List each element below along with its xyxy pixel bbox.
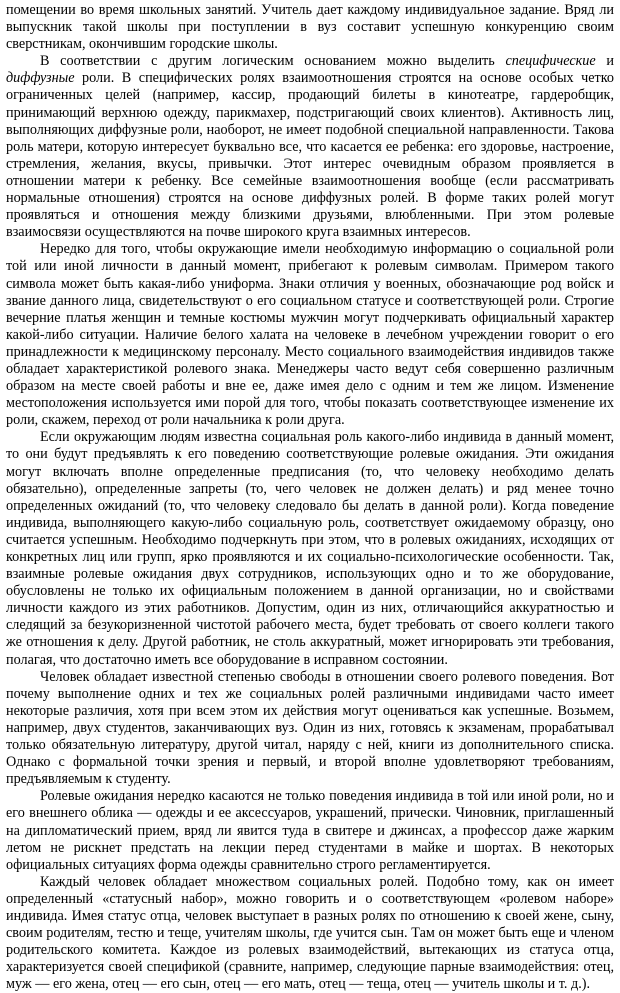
paragraph-7-text: Каждый человек обладает множеством социальных ролей. Подобно тому, как он имеет определенный «статусный набор», можно говорить и о соответствующем «ролевом наборе» индивида. Имея статус отца, человек выступает в разных ролях по отношению к своей жене, сыну, своим родителям, тестю и теще, учителям школы, где учится сын. Там он может быть еще и членом родительского комитета. Каждое из ролевых взаимодействий, вытекающих из статуса отца, характеризуется своей спецификой (сравните, например, следующие парные взаимодействия: отец, муж — его жена, отец — его сын, отец — его мать, отец — теща, отец — учитель школы и т. д.).	[6, 873, 614, 993]
paragraph-2-conjunction: и	[595, 53, 615, 70]
paragraph-4	[6, 429, 614, 668]
paragraph-1	[6, 2, 614, 53]
paragraph-3-text: Нередко для того, чтобы окружающие имели необходимую информацию о социальной роли той или иной личности в данный момент, прибегают к ролевым символам. Примером такого символа может быть какая-либо униформа. Знаки отличия у военных, обозначающие род войск и звание данного лица, свидетельствуют о его социальном статусе и соответствующей роли. Строгие вечерние платья женщин и темные костюмы мужчин могут подчеркивать официальный характер какой-либо ситуации. Наличие белого халата на человеке в лечебном учреждении говорит о его принадлежности к медицинскому персоналу. Место социального взаимодействия индивидов также обладает характеристикой ролевого знака. Менеджеры часто ведут себя совершенно различным образом на месте своей работы и вне ее, даже имея дело с одним и тем же лицом. Изменение местоположения используется ими порой для того, чтобы показать соответствующее изменение их роли, скажем, переход от роли начальника к роли друга.	[6, 241, 614, 429]
paragraph-4-text: Если окружающим людям известна социальная роль какого-либо индивида в данный момент, то они будут предъявлять к его поведению соответствующие ролевые ожидания. Эти ожидания могут включать вполне определенные предписания (то, что человеку необходимо делать обязательно), определенные запреты (то, чего человек не должен делать) и ряд менее точно определенных ожиданий (то, что человеку следовало бы делать в данной роли). Когда поведение индивида, выполняющего какую-либо социальную роль, соответствует ожидаемому образцу, оно считается успешным. Необходимо подчеркнуть при этом, что в ролевых ожиданиях, исходящих от конкретных лиц или групп, ярко проявляются и их социально-психологические особенности. Так, взаимные ролевые ожидания двух сотрудников, использующих одно и то же оборудование, обусловлены не только их официальным положением в данной организации, но и свойствами личности каждого из этих работников. Допустим, один из них, отличающийся аккуратностью и следящий за безукоризненной чистотой рабочего места, будет требовать от своего коллеги такого же отношения к делу. Другой работник, не столь аккуратный, может игнорировать эти требования, полагая, что достаточно иметь все оборудование в исправном состоянии.	[6, 429, 614, 668]
paragraph-3	[6, 241, 614, 429]
paragraph-1-text: помещении во время школьных занятий. Учитель дает каждому индивидуальное задание. Вряд ли выпускник такой школы при поступлении в вуз составит успешную конкуренцию своим сверстникам, окончившим городские школы.	[6, 2, 614, 53]
paragraph-6	[6, 788, 614, 873]
term-specific: специфические	[505, 53, 596, 70]
paragraph-2-text-rest: роли. В специфических ролях взаимоотношения строятся на основе особых четко ограниченных целей (например, кассир, продающий билеты в кинотеатре, гардеробщик, принимающий верхнюю одежду, парикмахер, подстригающий своих клиентов). Активность лиц, выполняющих диффузные роли, наоборот, не имеет подобной специальной направленности. Такова роль матери, которую интересует буквально все, что касается ее ребенка: его здоровье, настроение, стремления, желания, вкусы, привычки. Этот интерес очевидным образом проявляется в отношении матери к ребенку. Все семейные взаимоотношения вообще (если рассматривать нормальные отношения) строятся на основе диффузных ролей. В форме таких ролей могут проявляться и отношения между близкими друзьями, влюбленными. При этом ролевые взаимосвязи осуществляются на почве широкого круга взаимных интересов.	[6, 70, 614, 241]
paragraph-5-text: Человек обладает известной степенью свободы в отношении своего ролевого поведения. Вот почему выполнение одних и тех же социальных ролей различными индивидами часто имеет некоторые различия, хотя при всем этом их действия могут оцениваться как успешные. Возьмем, например, двух студентов, заканчивающих вуз. Один из них, готовясь к экзаменам, прорабатывал только обязательную литературу, другой читал, наряду с ней, книги из дополнительного списка. Однако с формальной точки зрения и первый, и второй вполне удовлетворяют требованиям, предъявляемым к студенту.	[6, 668, 614, 788]
paragraph-2	[6, 53, 614, 241]
paragraph-7	[6, 874, 614, 993]
paragraph-5	[6, 669, 614, 789]
paragraph-6-text: Ролевые ожидания нередко касаются не только поведения индивида в той или иной роли, но и его внешнего облика — одежды и ее аксессуаров, украшений, прически. Чиновник, приглашенный на дипломатический прием, вряд ли явится туда в свитере и джинсах, а профессор даже жарким летом не рискнет предстать на лекции перед студентами в майке и шортах. В некоторых официальных ситуациях форма одежды сравнительно строго регламентируется.	[6, 788, 614, 873]
paragraph-2-text-start: В соответствии с другим логическим основанием можно выделить	[40, 53, 506, 70]
term-diffuse: диффузные	[6, 70, 75, 87]
